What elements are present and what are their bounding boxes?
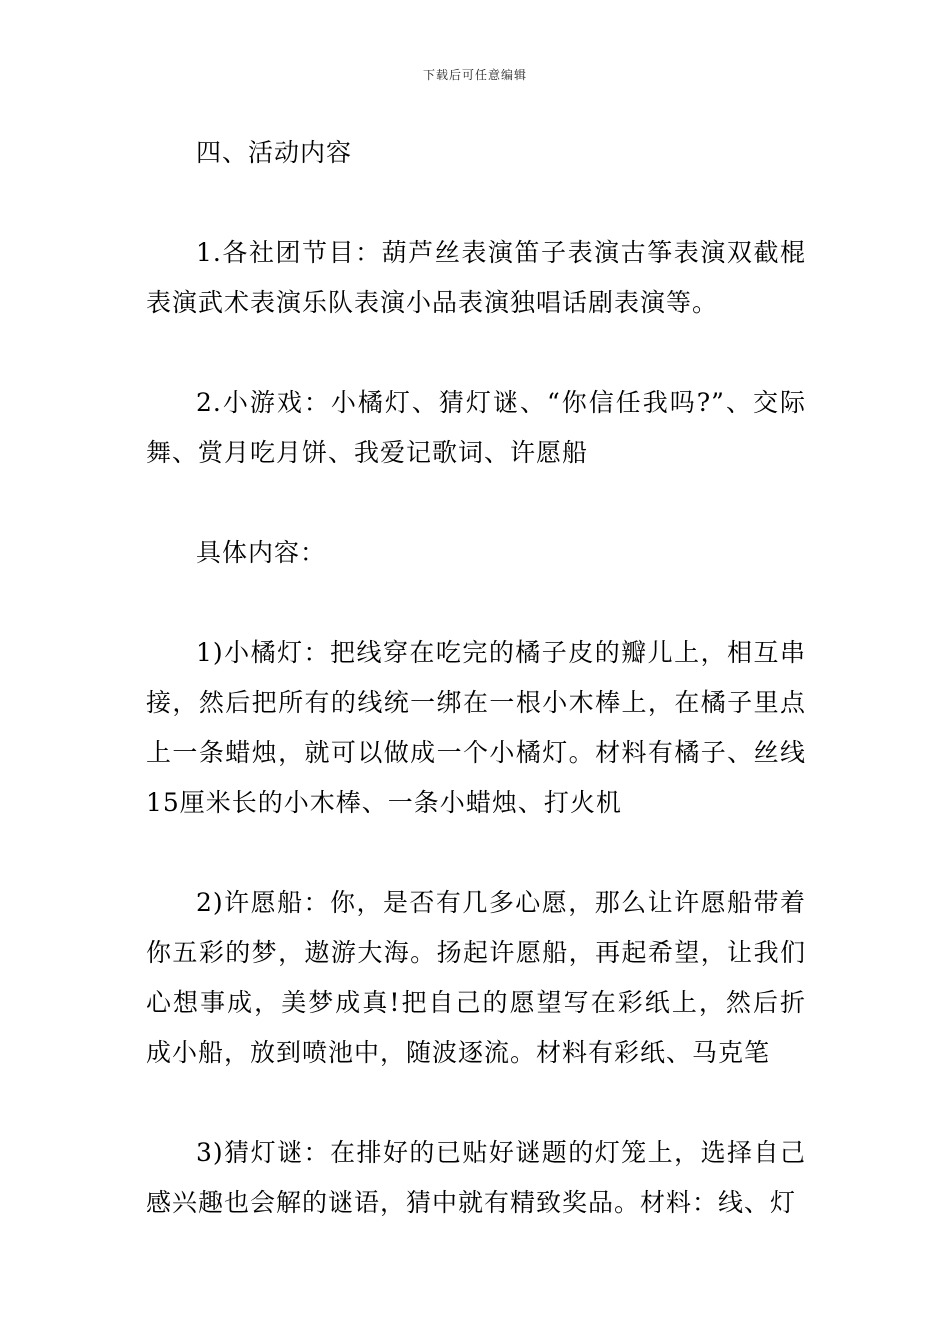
- detail-paragraph-2: 2)许愿船：你，是否有几多心愿，那么让许愿船带着你五彩的梦，遨游大海。扬起许愿船，再起希望，让我们心想事成，美梦成真!把自己的愿望写在彩纸上，然后折成小船，放到喷池中，随波逐流。材料有彩纸、马克笔: [146, 888, 806, 1067]
- document-body: [146, 128, 806, 1228]
- activity-item-1: 1.各社团节目：葫芦丝表演笛子表演古筝表演双截棍表演武术表演乐队表演小品表演独唱话剧表演等。: [146, 238, 806, 317]
- detail-paragraph-1: 1)小橘灯：把线穿在吃完的橘子皮的瓣儿上，相互串接，然后把所有的线统一绑在一根小木棒上，在橘子里点上一条蜡烛，就可以做成一个小橘灯。材料有橘子、丝线15厘米长的小木棒、一条小蜡烛、打火机: [146, 638, 806, 817]
- activity-item-2: 2.小游戏：小橘灯、猜灯谜、“你信任我吗?”、交际舞、赏月吃月饼、我爱记歌词、许愿船: [146, 388, 806, 467]
- detail-paragraph-3: 3)猜灯谜：在排好的已贴好谜题的灯笼上，选择自己感兴趣也会解的谜语，猜中就有精致奖品。材料：线、灯: [146, 1138, 806, 1217]
- section-title: 四、活动内容: [196, 138, 353, 167]
- page-header-note: 下载后可任意编辑: [422, 68, 527, 82]
- details-heading: 具体内容：: [196, 538, 327, 567]
